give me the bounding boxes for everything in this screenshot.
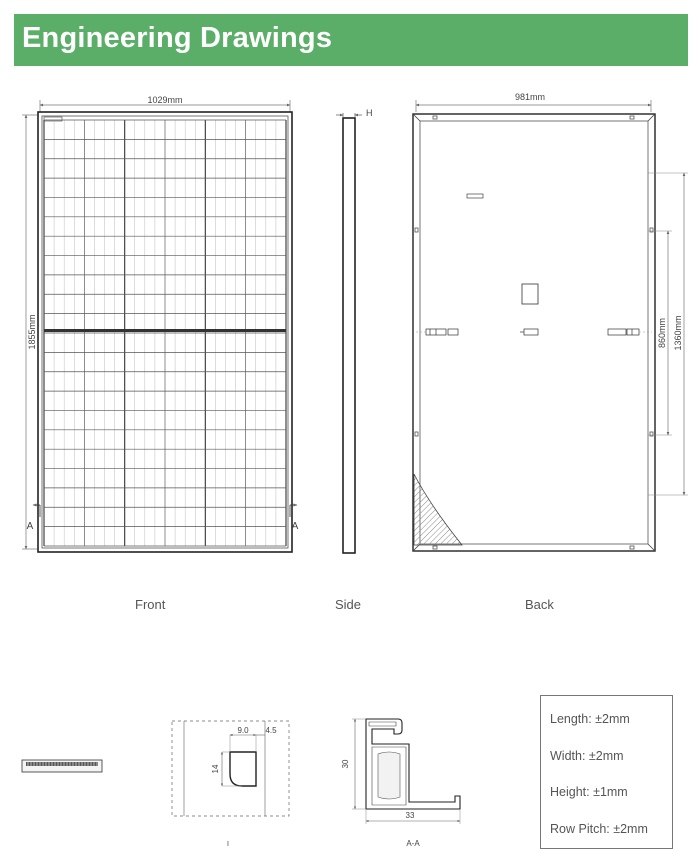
back-view bbox=[413, 92, 688, 551]
center-divider bbox=[44, 329, 286, 332]
tolerance-length: Length: ±2mm bbox=[550, 712, 630, 726]
side-view bbox=[336, 108, 373, 553]
tolerance-row-pitch: Row Pitch: ±2mm bbox=[550, 822, 648, 836]
back-caption: Back bbox=[525, 597, 554, 612]
page-title: Engineering Drawings bbox=[22, 22, 333, 54]
section-marker-left: A bbox=[26, 521, 34, 532]
thickness-label: H bbox=[366, 108, 373, 118]
section-caption: A-A bbox=[406, 839, 420, 848]
frame-edge-detail bbox=[22, 760, 102, 772]
frame-height-label: 30 bbox=[341, 759, 350, 769]
frame-width-label: 33 bbox=[405, 811, 415, 820]
mounting-hole-slot bbox=[230, 752, 256, 786]
tolerance-height: Height: ±1mm bbox=[550, 785, 628, 799]
hole-width-label: 9.0 bbox=[237, 726, 249, 735]
front-view bbox=[22, 95, 299, 552]
mounting-hole-detail bbox=[172, 721, 289, 848]
frame-section-detail bbox=[341, 719, 460, 848]
back-width-dimension: 981mm bbox=[514, 92, 546, 102]
front-height-dimension: 1855mm bbox=[27, 314, 37, 350]
hole-marker: I bbox=[227, 841, 229, 848]
hole-height-label: 14 bbox=[211, 764, 220, 774]
tolerance-width: Width: ±2mm bbox=[550, 749, 624, 763]
junction-box bbox=[522, 284, 538, 304]
section-marker-right: A bbox=[291, 521, 299, 532]
front-width-dimension: 1029mm bbox=[147, 95, 183, 105]
back-outer-dimension: 1360mm bbox=[673, 315, 683, 351]
side-frame bbox=[343, 118, 355, 553]
front-caption: Front bbox=[135, 597, 166, 612]
side-caption: Side bbox=[335, 597, 362, 612]
tolerance-box bbox=[540, 695, 673, 849]
hole-offset-label: 4.5 bbox=[265, 726, 277, 735]
back-inner-dimension: 860mm bbox=[657, 317, 667, 349]
